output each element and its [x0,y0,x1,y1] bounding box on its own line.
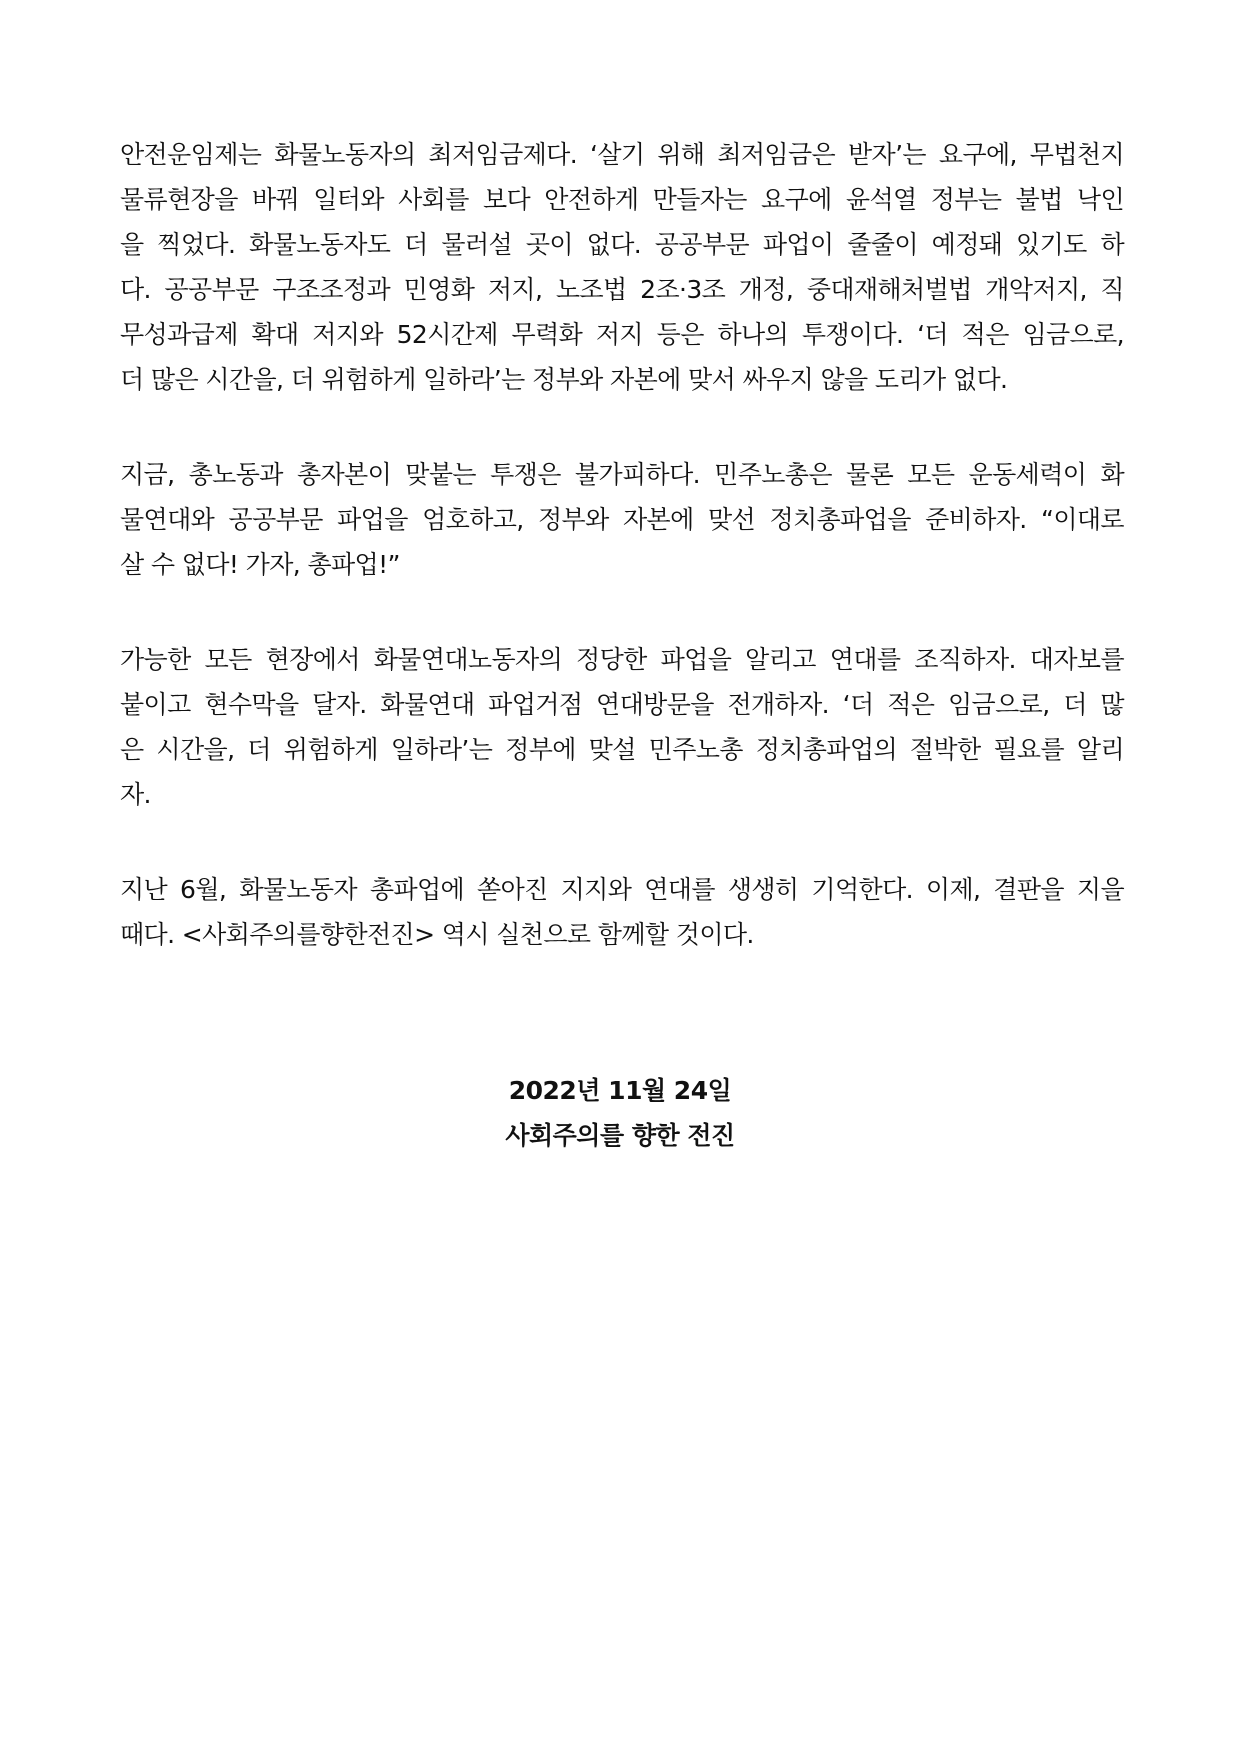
text-line: 물류현장을 바꿔 일터와 사회를 보다 안전하게 만들자는 요구에 윤석열 정부는 불법 낙인 [120,185,1124,214]
text-line: 자. [120,780,151,809]
signature-date: 2022년 11월 24일 [508,1076,732,1105]
text-line: 안전운임제는 화물노동자의 최저임금제다. ‘살기 위해 최저임금은 받자’는 요구에, 무법천지 [120,140,1124,169]
statement-body [120,132,1124,1007]
text-line: 은 시간을, 더 위험하게 일하라’는 정부에 맞설 민주노총 정치총파업의 절박한 필요를 알리 [120,735,1124,764]
paragraph-3 [120,637,1124,817]
text-line: 가능한 모든 현장에서 화물연대노동자의 정당한 파업을 알리고 연대를 조직하자. 대자보를 [120,645,1124,674]
text-line: 물연대와 공공부문 파업을 엄호하고, 정부와 자본에 맞선 정치총파업을 준비하자. “이대로 [120,505,1124,534]
text-line: 더 많은 시간을, 더 위험하게 일하라’는 정부와 자본에 맞서 싸우지 않을 도리가 없다. [120,365,1008,394]
text-line: 살 수 없다! 가자, 총파업!” [120,550,400,579]
paragraph-4 [120,867,1124,957]
paragraph-2 [120,452,1124,587]
text-line: 다. 공공부문 구조조정과 민영화 저지, 노조법 2조·3조 개정, 중대재해처벌법 개악저지, 직 [120,275,1124,304]
text-line: 때다. <사회주의를향한전진> 역시 실천으로 함께할 것이다. [120,920,754,949]
paragraph-1 [120,132,1124,402]
signature-organization: 사회주의를 향한 전진 [505,1121,735,1150]
text-line: 을 찍었다. 화물노동자도 더 물러설 곳이 없다. 공공부문 파업이 줄줄이 예정돼 있기도 하 [120,230,1124,259]
text-line: 지난 6월, 화물노동자 총파업에 쏟아진 지지와 연대를 생생히 기억한다. 이제, 결판을 지을 [120,875,1124,904]
text-line: 무성과급제 확대 저지와 52시간제 무력화 저지 등은 하나의 투쟁이다. ‘더 적은 임금으로, [120,320,1124,349]
text-line: 지금, 총노동과 총자본이 맞붙는 투쟁은 불가피하다. 민주노총은 물론 모든 운동세력이 화 [120,460,1124,489]
text-line: 붙이고 현수막을 달자. 화물연대 파업거점 연대방문을 전개하자. ‘더 적은 임금으로, 더 많 [120,690,1124,719]
